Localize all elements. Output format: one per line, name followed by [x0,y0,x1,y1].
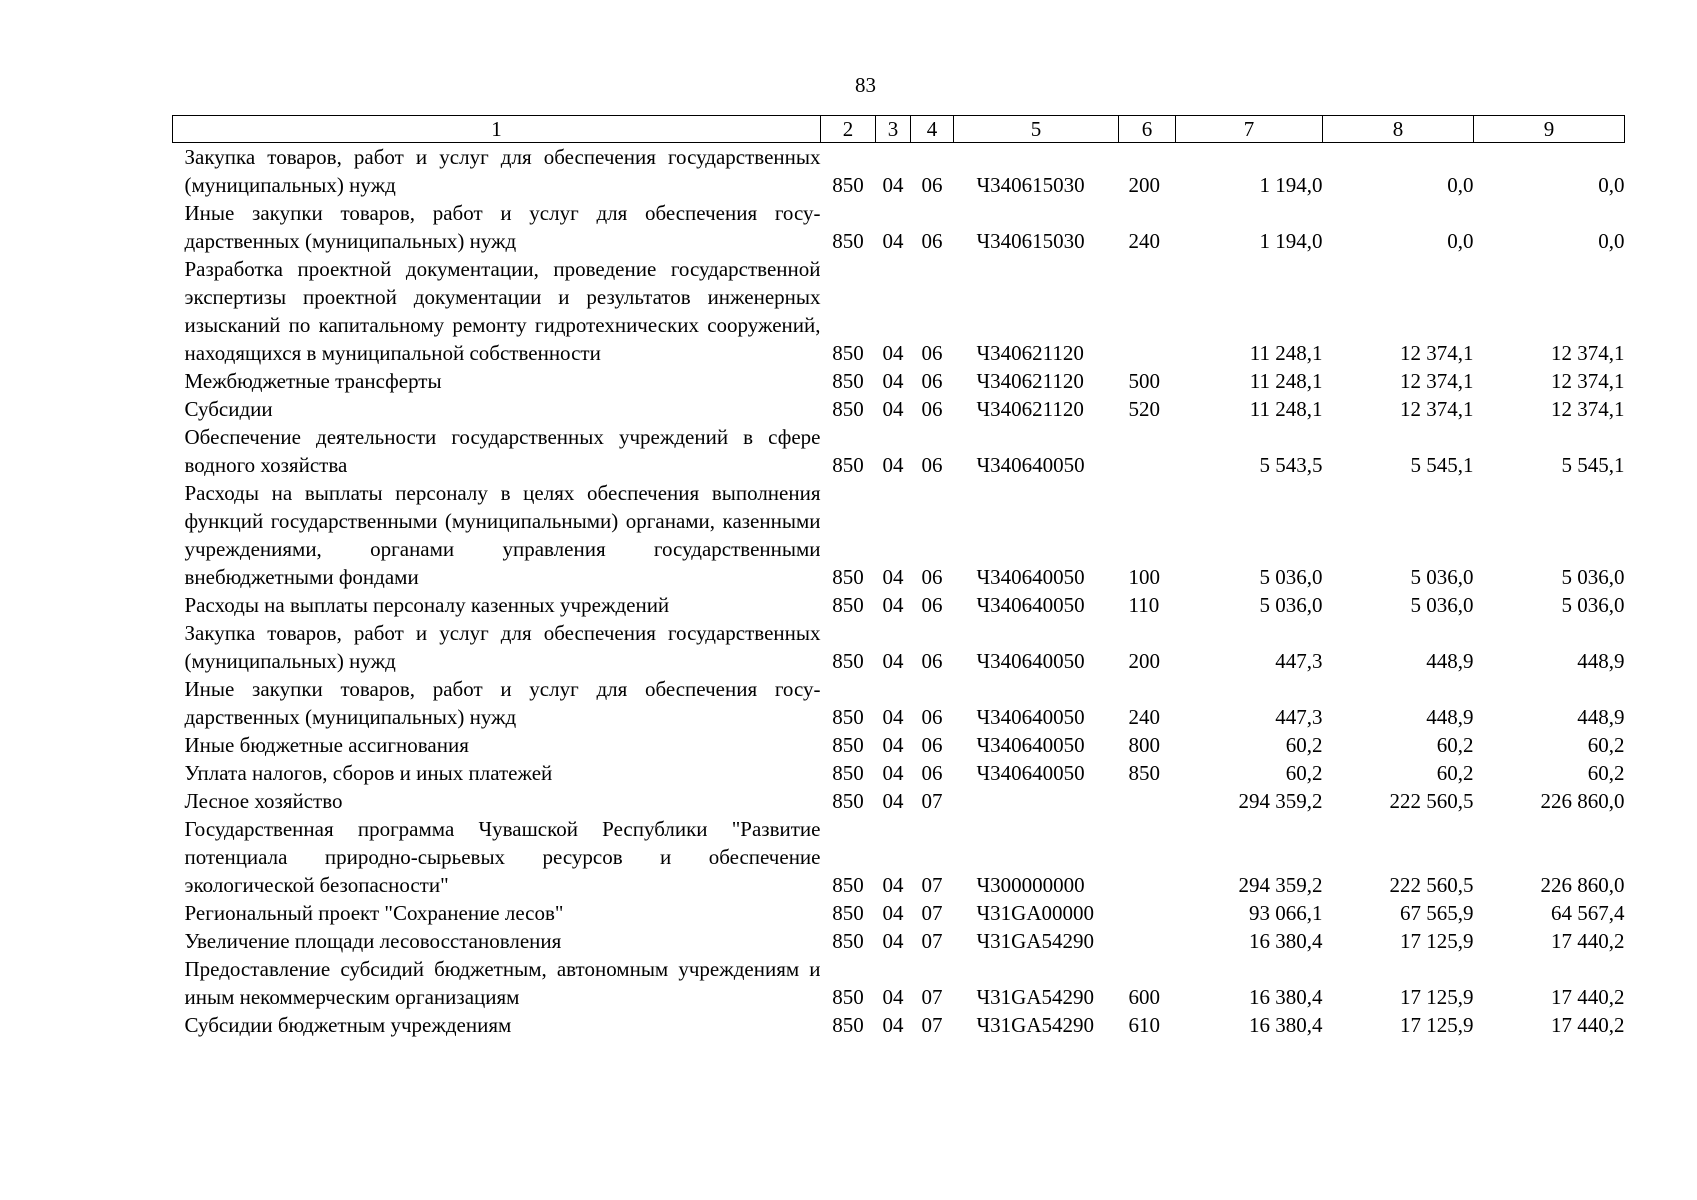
cell-amount-year-1: 16 380,4 [1249,1013,1323,1037]
cell-ministry-code: 850 [832,985,864,1009]
cell-ministry-code: 850 [832,565,864,589]
header-col-4: 4 [911,116,954,143]
cell-section: 04 [882,397,904,421]
cell-target-article: Ч340640050 [976,649,1085,673]
cell-amount-year-1: 60,2 [1285,733,1323,757]
table-row [173,899,1625,927]
cell-target-article: Ч31GA54290 [976,929,1094,953]
cell-subsection: 06 [921,453,943,477]
cell-ministry-code: 850 [832,229,864,253]
cell-expense-type: 110 [1128,593,1160,617]
page-number: 83 [855,73,876,97]
cell-amount-year-1: 447,3 [1275,649,1323,673]
cell-target-article: Ч340640050 [976,733,1085,757]
cell-section: 04 [882,229,904,253]
cell-ministry-code: 850 [832,1013,864,1037]
cell-amount-year-3: 226 860,0 [1540,789,1625,813]
cell-name: Межбюджетные трансферты [184,369,442,393]
cell-ministry-code: 850 [832,453,864,477]
cell-expense-type: 200 [1128,173,1160,197]
table-row [173,619,1625,675]
cell-target-article: Ч31GA54290 [976,985,1094,1009]
cell-section: 04 [882,761,904,785]
cell-subsection: 07 [921,873,943,897]
cell-ministry-code: 850 [832,929,864,953]
header-col-7: 7 [1176,116,1323,143]
cell-amount-year-2: 12 374,1 [1400,369,1474,393]
cell-amount-year-2: 17 125,9 [1400,929,1474,953]
cell-target-article: Ч31GA54290 [976,1013,1094,1037]
cell-ministry-code: 850 [832,789,864,813]
table-row [173,759,1625,787]
cell-subsection: 06 [921,649,943,673]
cell-expense-type [1119,927,1176,955]
table-row [173,255,1625,367]
cell-target-article: Ч340640050 [976,705,1085,729]
cell-name: Закупка товаров, работ и услуг для обеспечения государственных (муниципальных) нужд [184,621,821,673]
table-row [173,1011,1625,1039]
cell-expense-type: 610 [1128,1013,1160,1037]
cell-amount-year-2: 0,0 [1447,173,1474,197]
cell-expense-type: 800 [1128,733,1160,757]
cell-amount-year-2: 5 036,0 [1410,593,1474,617]
cell-name: Иные бюджетные ассигнования [184,733,469,757]
cell-amount-year-3: 60,2 [1587,761,1625,785]
cell-target-article: Ч340615030 [976,173,1085,197]
cell-subsection: 06 [921,705,943,729]
cell-amount-year-2: 448,9 [1426,649,1474,673]
cell-subsection: 06 [921,369,943,393]
cell-expense-type [1119,899,1176,927]
cell-amount-year-2: 60,2 [1436,761,1474,785]
cell-expense-type: 850 [1128,761,1160,785]
cell-name: Разработка проектной документации, проведение государственной экспертизы проектной документации и результатов инженерных изысканий по капитальному ремонту гидротехнических сооружений, находящихся в муниципальной собственности [184,257,821,365]
table-body [173,143,1625,1040]
cell-amount-year-3: 17 440,2 [1551,985,1625,1009]
cell-target-article: Ч340621120 [976,369,1084,393]
cell-name: Предоставление субсидий бюджетным, автономным учреждениям и иным некоммерческим организациям [184,957,821,1009]
cell-amount-year-1: 1 194,0 [1259,173,1323,197]
cell-subsection: 06 [921,761,943,785]
cell-section: 04 [882,929,904,953]
cell-expense-type [1119,255,1176,367]
cell-target-article: Ч340621120 [976,397,1084,421]
cell-name: Расходы на выплаты персоналу казенных учреждений [184,593,670,617]
table-row [173,367,1625,395]
cell-ministry-code: 850 [832,341,864,365]
cell-ministry-code: 850 [832,649,864,673]
cell-amount-year-3: 0,0 [1598,173,1625,197]
cell-amount-year-2: 0,0 [1447,229,1474,253]
cell-section: 04 [882,565,904,589]
cell-target-article: Ч340640050 [976,565,1085,589]
header-col-1: 1 [173,116,821,143]
table-row [173,815,1625,899]
table-row [173,591,1625,619]
cell-subsection: 07 [921,901,943,925]
header-col-6: 6 [1119,116,1176,143]
cell-expense-type: 520 [1128,397,1160,421]
cell-amount-year-2: 5 036,0 [1410,565,1474,589]
cell-subsection: 06 [921,565,943,589]
cell-amount-year-3: 5 545,1 [1561,453,1625,477]
cell-name: Расходы на выплаты персоналу в целях обеспечения выполнения функций государственными (муниципальными) органами, казенными учреждениями, органами управления государственными внебюджетными фондами [184,481,821,589]
cell-name: Закупка товаров, работ и услуг для обеспечения государственных (муниципальных) нужд [184,145,821,197]
cell-expense-type [1119,815,1176,899]
cell-amount-year-3: 5 036,0 [1561,565,1625,589]
cell-expense-type: 600 [1128,985,1160,1009]
cell-amount-year-1: 5 543,5 [1259,453,1323,477]
cell-expense-type [1119,787,1176,815]
cell-amount-year-3: 0,0 [1598,229,1625,253]
cell-amount-year-3: 17 440,2 [1551,929,1625,953]
cell-subsection: 07 [921,1013,943,1037]
cell-amount-year-3: 448,9 [1577,705,1625,729]
cell-subsection: 07 [921,789,943,813]
cell-amount-year-2: 17 125,9 [1400,1013,1474,1037]
cell-amount-year-1: 60,2 [1285,761,1323,785]
cell-ministry-code: 850 [832,733,864,757]
cell-amount-year-1: 294 359,2 [1238,789,1323,813]
cell-ministry-code: 850 [832,761,864,785]
cell-subsection: 07 [921,985,943,1009]
cell-ministry-code: 850 [832,173,864,197]
cell-amount-year-1: 16 380,4 [1249,985,1323,1009]
cell-target-article: Ч340640050 [976,453,1085,477]
cell-subsection: 06 [921,733,943,757]
cell-amount-year-3: 60,2 [1587,733,1625,757]
cell-amount-year-1: 16 380,4 [1249,929,1323,953]
header-col-5: 5 [954,116,1119,143]
cell-ministry-code: 850 [832,705,864,729]
table-row [173,395,1625,423]
table-row [173,675,1625,731]
cell-amount-year-1: 11 248,1 [1249,369,1323,393]
cell-amount-year-3: 12 374,1 [1551,341,1625,365]
cell-name: Субсидии [184,397,273,421]
cell-amount-year-2: 12 374,1 [1400,397,1474,421]
table-row [173,787,1625,815]
header-col-8: 8 [1323,116,1474,143]
table-row [173,199,1625,255]
table-row [173,927,1625,955]
cell-name: Увеличение площади лесовосстановления [184,929,562,953]
cell-amount-year-2: 12 374,1 [1400,341,1474,365]
cell-amount-year-2: 222 560,5 [1389,873,1474,897]
cell-name: Обеспечение деятельности государственных учреждений в сфере водного хозяйства [184,425,821,477]
cell-target-article [954,787,1119,815]
table-row [173,955,1625,1011]
cell-ministry-code: 850 [832,397,864,421]
table-row [173,143,1625,200]
cell-amount-year-1: 5 036,0 [1259,565,1323,589]
cell-ministry-code: 850 [832,369,864,393]
cell-expense-type [1119,423,1176,479]
cell-target-article: Ч340640050 [976,593,1085,617]
cell-amount-year-2: 17 125,9 [1400,985,1474,1009]
cell-subsection: 06 [921,341,943,365]
cell-amount-year-1: 447,3 [1275,705,1323,729]
cell-expense-type: 200 [1128,649,1160,673]
cell-section: 04 [882,873,904,897]
cell-name: Лесное хозяйство [184,789,343,813]
cell-amount-year-1: 11 248,1 [1249,397,1323,421]
cell-subsection: 06 [921,397,943,421]
cell-section: 04 [882,453,904,477]
table-row [173,731,1625,759]
budget-table [172,115,1625,1039]
cell-name: Региональный проект "Сохранение лесов" [184,901,564,925]
cell-amount-year-3: 5 036,0 [1561,593,1625,617]
cell-amount-year-3: 64 567,4 [1551,901,1625,925]
cell-section: 04 [882,593,904,617]
cell-expense-type: 500 [1128,369,1160,393]
cell-target-article: Ч340640050 [976,761,1085,785]
cell-section: 04 [882,733,904,757]
cell-amount-year-3: 12 374,1 [1551,369,1625,393]
cell-section: 04 [882,173,904,197]
cell-target-article: Ч300000000 [976,873,1085,897]
cell-section: 04 [882,341,904,365]
cell-subsection: 06 [921,173,943,197]
cell-amount-year-2: 222 560,5 [1389,789,1474,813]
cell-amount-year-1: 1 194,0 [1259,229,1323,253]
cell-ministry-code: 850 [832,873,864,897]
cell-ministry-code: 850 [832,901,864,925]
cell-amount-year-1: 5 036,0 [1259,593,1323,617]
cell-target-article: Ч340615030 [976,229,1085,253]
cell-name: Иные закупки товаров, работ и услуг для обеспечения государственных (муниципальных) нужд [184,201,821,253]
cell-subsection: 06 [921,593,943,617]
cell-name: Государственная программа Чувашской Республики "Развитие потенциала природно-сырьевых ресурсов и обеспечение экологической безопасности" [184,817,821,897]
table-header [173,116,1625,143]
cell-amount-year-3: 17 440,2 [1551,1013,1625,1037]
cell-section: 04 [882,901,904,925]
cell-amount-year-1: 294 359,2 [1238,873,1323,897]
cell-section: 04 [882,649,904,673]
cell-subsection: 06 [921,229,943,253]
cell-amount-year-3: 448,9 [1577,649,1625,673]
cell-target-article: Ч31GA00000 [976,901,1094,925]
cell-subsection: 07 [921,929,943,953]
cell-section: 04 [882,1013,904,1037]
table-row [173,423,1625,479]
table-row [173,479,1625,591]
header-col-9: 9 [1474,116,1625,143]
cell-amount-year-2: 5 545,1 [1410,453,1474,477]
cell-expense-type: 240 [1128,229,1160,253]
cell-amount-year-2: 448,9 [1426,705,1474,729]
cell-expense-type: 100 [1128,565,1160,589]
cell-name: Субсидии бюджетным учреждениям [184,1013,512,1037]
cell-amount-year-1: 11 248,1 [1249,341,1323,365]
cell-amount-year-3: 226 860,0 [1540,873,1625,897]
cell-section: 04 [882,369,904,393]
cell-expense-type: 240 [1128,705,1160,729]
cell-section: 04 [882,705,904,729]
cell-amount-year-2: 60,2 [1436,733,1474,757]
cell-ministry-code: 850 [832,593,864,617]
cell-section: 04 [882,789,904,813]
cell-name: Уплата налогов, сборов и иных платежей [184,761,553,785]
cell-amount-year-1: 93 066,1 [1249,901,1323,925]
header-row [173,116,1625,143]
cell-amount-year-3: 12 374,1 [1551,397,1625,421]
header-col-3: 3 [876,116,911,143]
cell-target-article: Ч340621120 [976,341,1084,365]
header-col-2: 2 [821,116,876,143]
cell-amount-year-2: 67 565,9 [1400,901,1474,925]
cell-section: 04 [882,985,904,1009]
cell-name: Иные закупки товаров, работ и услуг для обеспечения государственных (муниципальных) нужд [184,677,821,729]
